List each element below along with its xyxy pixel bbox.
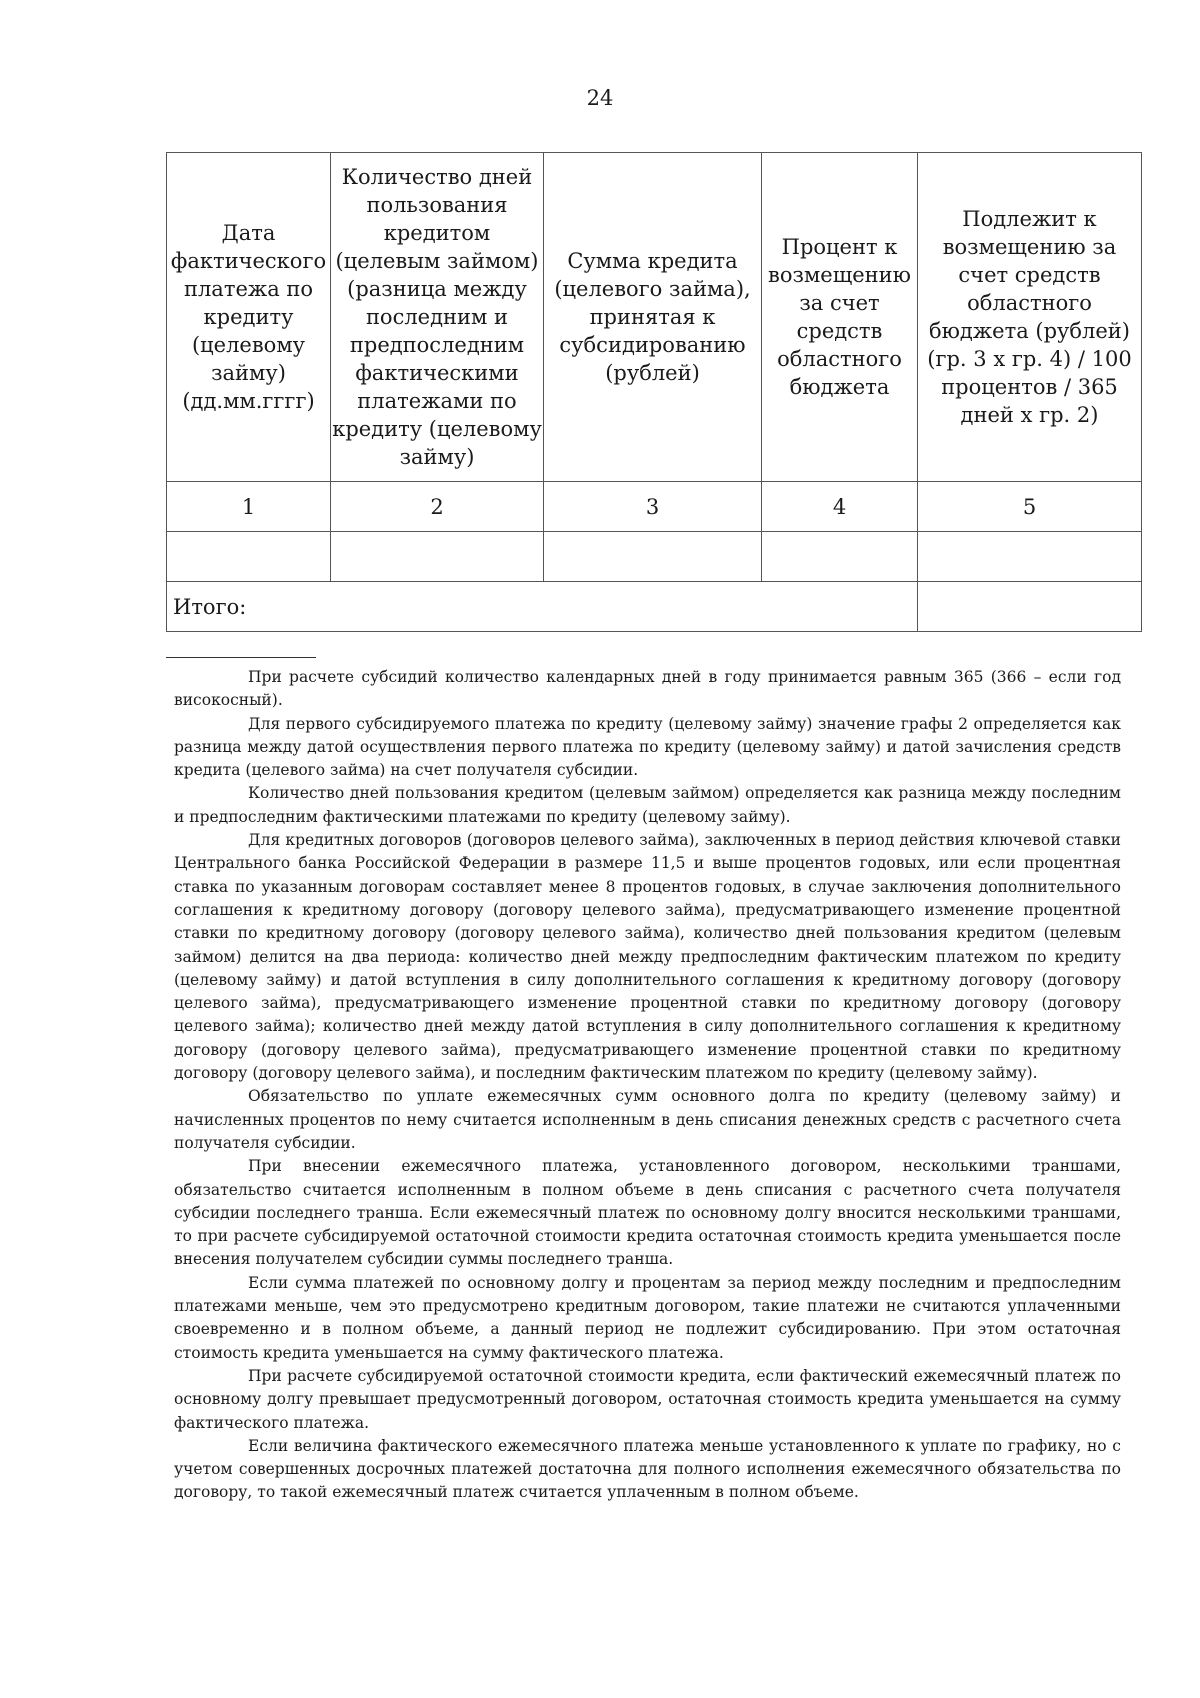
header-cell-reimbursement-percent: Процент к возмещению за счет средств областного бюджета <box>762 153 918 482</box>
empty-cell <box>544 532 762 582</box>
header-cell-payment-date: Дата фактического платежа по кредиту (целевому займу) (дд.мм.гггг) <box>167 153 331 482</box>
empty-cell <box>331 532 544 582</box>
column-number: 5 <box>918 482 1142 532</box>
header-cell-credit-amount: Сумма кредита (целевого займа), принятая к субсидированию (рублей) <box>544 153 762 482</box>
table-row-empty <box>167 532 1142 582</box>
column-number: 1 <box>167 482 331 532</box>
subsidy-calculation-table <box>166 152 1142 632</box>
empty-cell <box>762 532 918 582</box>
notes-section <box>174 666 1121 1505</box>
column-number-row <box>167 482 1142 532</box>
header-cell-days-of-use: Количество дней пользования кредитом (целевым займом) (разница между последним и предпоследним фактическими платежами по кредиту (целевому займу) <box>331 153 544 482</box>
empty-cell <box>918 532 1142 582</box>
column-number: 2 <box>331 482 544 532</box>
column-number: 4 <box>762 482 918 532</box>
note-paragraph: Обязательство по уплате ежемесячных сумм основного долга по кредиту (целевому займу) и начисленных процентов по нему считается исполненным в день списания денежных средств с расчетного счета получателя субсидии. <box>174 1087 1121 1152</box>
note-paragraph: Если сумма платежей по основному долгу и процентам за период между последним и предпоследним платежами меньше, чем это предусмотрено кредитным договором, такие платежи не считаются уплаченными своевременно и в полном объеме, а данный период не подлежит субсидированию. При этом остаточная стоимость кредита уменьшается на сумму фактического платежа. <box>174 1273 1121 1362</box>
total-value-cell <box>918 582 1142 632</box>
table-header-row <box>167 153 1142 482</box>
column-number: 3 <box>544 482 762 532</box>
note-paragraph: Для первого субсидируемого платежа по кредиту (целевому займу) значение графы 2 определяется как разница между датой осуществления первого платежа по кредиту (целевому займу) и датой зачисления средств кредита (целевого займа) на счет получателя субсидии. <box>174 714 1121 780</box>
empty-cell <box>167 532 331 582</box>
note-paragraph: Количество дней пользования кредитом (целевым займом) определяется как разница между последним и предпоследним фактическими платежами по кредиту (целевому займу). <box>174 784 1121 826</box>
note-paragraph: При расчете субсидируемой остаточной стоимости кредита, если фактический ежемесячный платеж по основному долгу превышает предусмотренный договором, остаточная стоимость кредита уменьшается на сумму фактического платежа. <box>174 1366 1121 1432</box>
page-number: 24 <box>586 86 614 110</box>
note-paragraph: При внесении ежемесячного платежа, установленного договором, несколькими траншами, обязательство считается исполненным в полном объеме в день списания с расчетного счета получателя субсидии последнего транша. Если ежемесячный платеж по основному долгу вносится несколькими траншами, то при расчете субсидируемой остаточной стоимости кредита остаточная стоимость кредита уменьшается после внесения получателем субсидии суммы последнего транша. <box>174 1157 1121 1269</box>
note-paragraph: При расчете субсидий количество календарных дней в году принимается равным 365 (366 – если год високосный). <box>174 668 1121 710</box>
note-paragraph: Для кредитных договоров (договоров целевого займа), заключенных в период действия ключевой ставки Центрального банка Российской Федерации в размере 11,5 и выше процентов годовых, или если процентная ставка по указанным договорам составляет менее 8 процентов годовых, в случае заключения дополнительного соглашения к кредитному договору (договору целевого займа), предусматривающего изменение процентной ставки по кредитному договору (договору целевого займа), количество дней пользования кредитом (целевым займом) делится на два периода: количество дней между предпоследним фактическим платежом по кредиту (целевому займу) и датой вступления в силу дополнительного соглашения к кредитному договору (договору целевого займа), предусматривающего изменение процентной ставки по кредитному договору (договору целевого займа); количество дней между датой вступления в силу дополнительного соглашения к кредитному договору (договору целевого займа), предусматривающего изменение процентной ставки по кредитному договору (договору целевого займа), и последним фактическим платежом по кредиту (целевому займу). <box>174 831 1121 1083</box>
total-label: Итого: <box>167 582 918 632</box>
table-row-total <box>167 582 1142 632</box>
header-cell-reimbursable-amount: Подлежит к возмещению за счет средств областного бюджета (рублей) (гр. 3 х гр. 4) / 100 процентов / 365 дней х гр. 2) <box>918 153 1142 482</box>
footnote-divider <box>166 657 316 658</box>
note-paragraph: Если величина фактического ежемесячного платежа меньше установленного к уплате по графику, но с учетом совершенных досрочных платежей достаточна для полного исполнения ежемесячного обязательства по договору, то такой ежемесячный платеж считается уплаченным в полном объеме. <box>174 1436 1121 1502</box>
